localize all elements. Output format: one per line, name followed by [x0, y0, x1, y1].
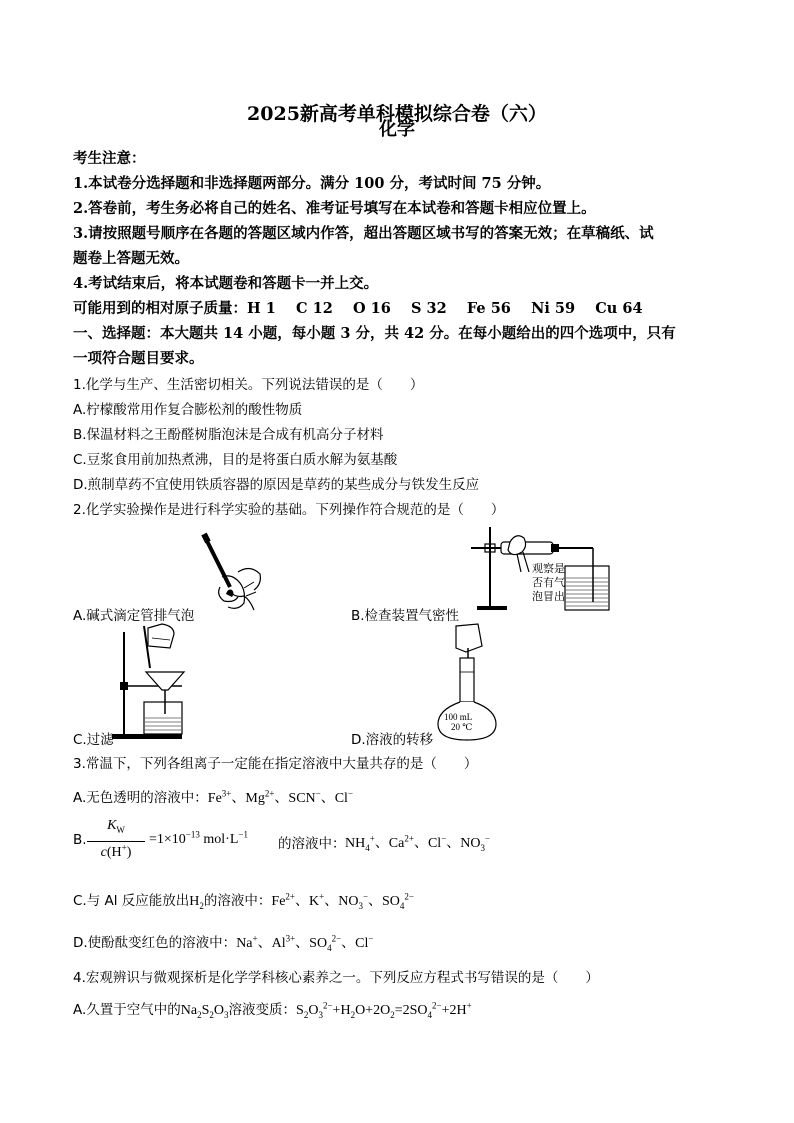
- notice-heading: 考生注意：: [73, 150, 146, 167]
- q1-option-a: A.柠檬酸常用作复合膨松剂的酸性物质: [73, 402, 303, 418]
- notice-item-4: 4.考试结束后，将本试题卷和答题卡一并上交。: [73, 275, 379, 292]
- q1-stem: 1.化学与生产、生活密切相关。下列说法错误的是（ ）: [73, 377, 424, 393]
- q4-stem: 4.宏观辨识与微观探析是化学学科核心素养之一。下列反应方程式书写错误的是（ ）: [73, 970, 599, 986]
- q3-option-d: D.使酚酞变红色的溶液中：Na+、$Al^{3+}$、$SO_4^{2-}$、Cl−: [73, 933, 374, 953]
- notice-item-3: 3.请按照题号顺序在各题的答题区域内作答，超出答题区域书写的答案无效；在草稿纸、试: [73, 225, 654, 242]
- figure-d-capacity-label: 100 mL: [444, 712, 473, 722]
- q3-option-c: C.与 Al 反应能放出$H_2$的溶液中：$Fe^{2+}$、K+、$NO_3^-$、$SO_4^{2-}$: [73, 891, 414, 911]
- q2-option-d: D.溶液的转移: [351, 732, 434, 748]
- exam-title: 2025新高考单科模拟综合卷（六）: [247, 103, 547, 125]
- figure-b-note-1: 观察是: [532, 562, 565, 575]
- q1-option-d: D.煎制草药不宜使用铁质容器的原因是草药的某些成分与铁发生反应: [73, 477, 480, 493]
- figure-b-note-3: 泡冒出: [532, 590, 565, 603]
- figure-a-burette-hand: [200, 532, 270, 614]
- q2-stem: 2.化学实验操作是进行科学实验的基础。下列操作符合规范的是（ ）: [73, 502, 505, 518]
- q4-option-a: A.久置于空气中的$Na_2S_2O_3$溶液变质：$S_2O_3^{2-}+H_2O+2O_2=2SO_4^{2-}+2H^+$: [73, 1000, 472, 1020]
- figure-d-temp-label: 20 ℃: [451, 722, 473, 732]
- q2-option-c: C.过滤: [73, 732, 114, 748]
- figure-b-note-2: 否有气: [532, 576, 565, 589]
- q1-option-b: B.保温材料之王酚醛树脂泡沫是合成有机高分子材料: [73, 427, 384, 443]
- atomic-masses: 可能用到的相对原子质量：H 1 C 12 O 16 S 32 Fe 56 Ni 59 Cu 64: [73, 300, 643, 317]
- q3-stem: 3.常温下，下列各组离子一定能在指定溶液中大量共存的是（ ）: [73, 756, 478, 772]
- q2-option-a: A.碱式滴定管排气泡: [73, 608, 195, 624]
- q3-option-a: A.无色透明的溶液中：$Fe^{3+}$、$Mg^{2+}$、SCN−、Cl−: [73, 788, 354, 806]
- q1-option-c: C.豆浆食用前加热煮沸，目的是将蛋白质水解为氨基酸: [73, 452, 398, 468]
- section1-intro: 一、选择题：本大题共 14 小题，每小题 3 分，共 42 分。在每小题给出的四个选项中，只有: [73, 325, 676, 342]
- figure-c-filtration-setup: [108, 622, 188, 740]
- section1-intro-cont: 一项符合题目要求。: [73, 350, 204, 367]
- notice-item-1: 1.本试卷分选择题和非选择题两部分。满分 100 分，考试时间 75 分钟。: [73, 175, 551, 192]
- notice-item-2: 2.答卷前，考生务必将自己的姓名、准考证号填写在本试卷和答题卡相应位置上。: [73, 200, 596, 217]
- q2-option-b: B.检查装置气密性: [351, 608, 460, 624]
- notice-item-3-cont: 题卷上答题无效。: [73, 250, 189, 267]
- subject-title: 化学: [379, 119, 415, 140]
